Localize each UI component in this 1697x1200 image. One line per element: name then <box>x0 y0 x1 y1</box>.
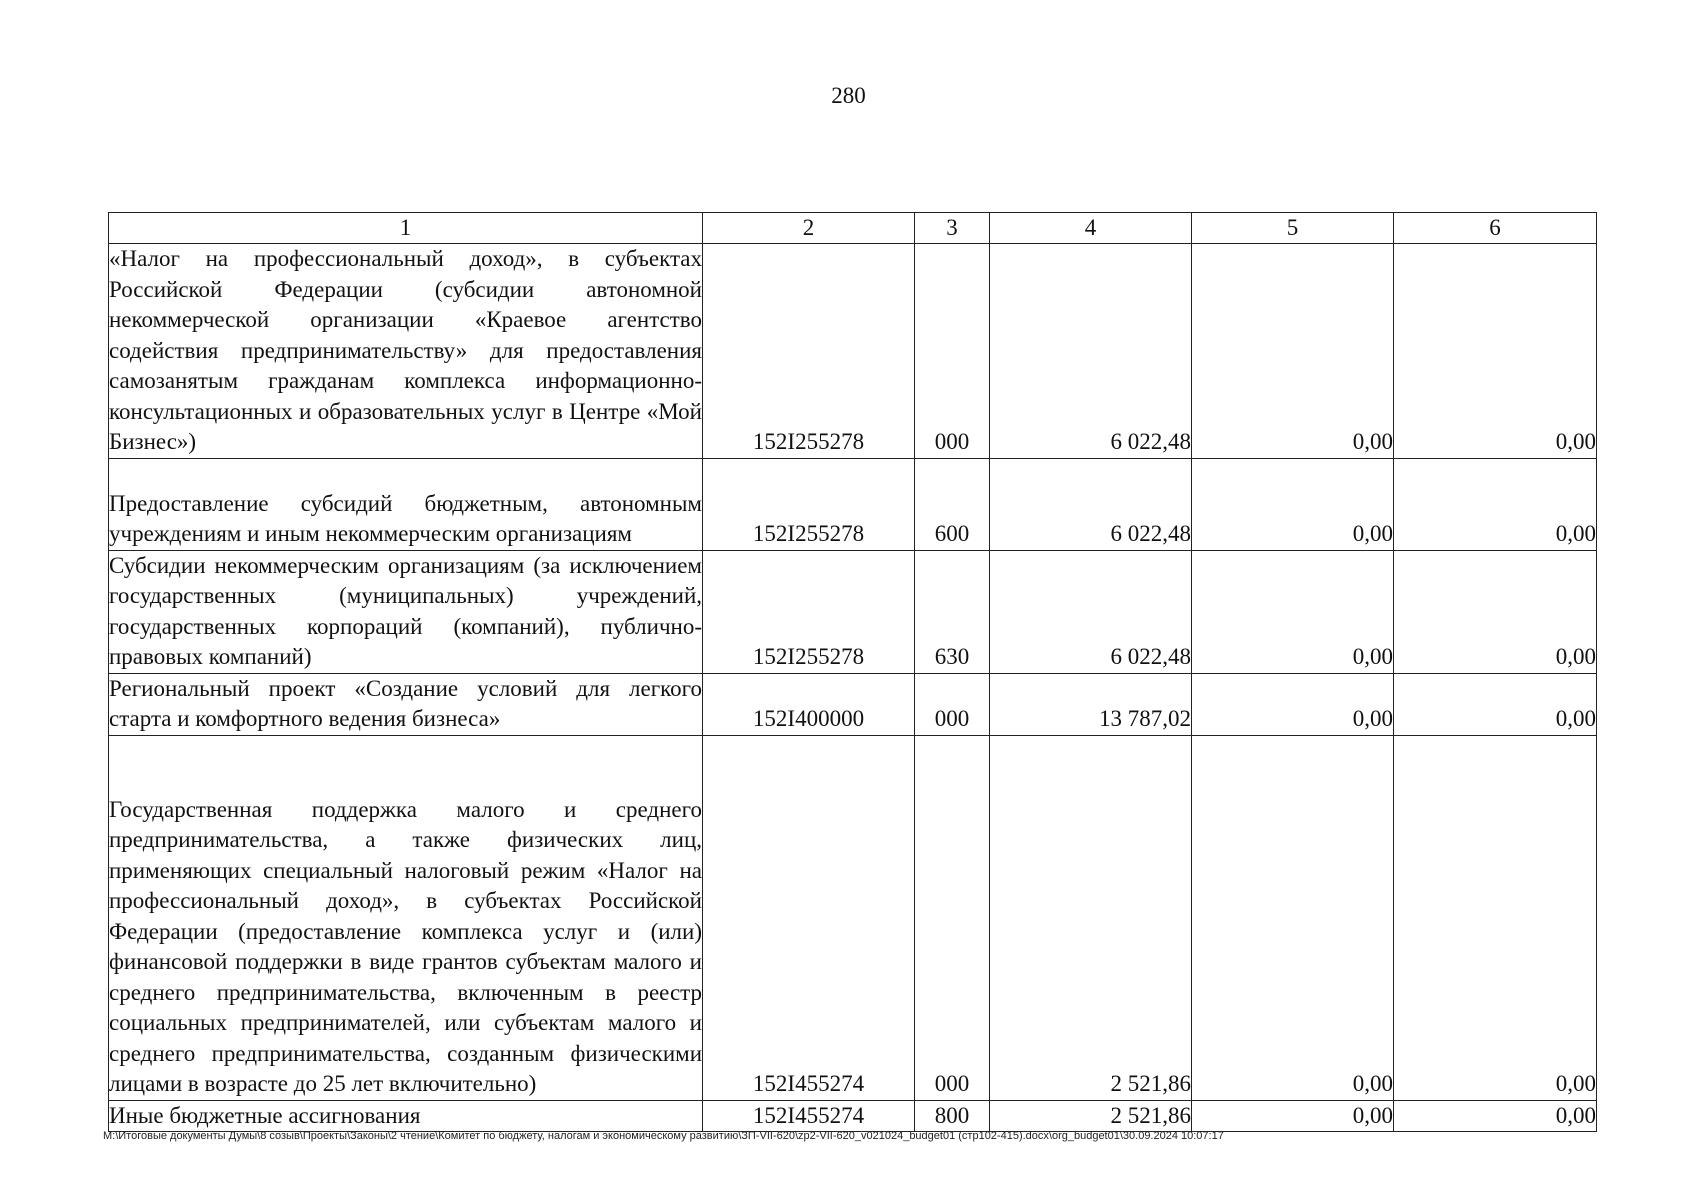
row-value-4: 2 521,86 <box>990 735 1192 1100</box>
row-value-5: 0,00 <box>1192 735 1394 1100</box>
row-value-4: 13 787,02 <box>990 673 1192 735</box>
table-row <box>109 550 1597 673</box>
row-expense-type: 630 <box>915 550 990 673</box>
row-value-4: 2 521,86 <box>990 1100 1192 1132</box>
row-value-4: 6 022,48 <box>990 550 1192 673</box>
row-value-4: 6 022,48 <box>990 244 1192 459</box>
row-code: 152I255278 <box>703 458 915 550</box>
row-expense-type: 000 <box>915 735 990 1100</box>
column-header: 3 <box>915 213 990 244</box>
row-code: 152I255278 <box>703 244 915 459</box>
row-value-5: 0,00 <box>1192 458 1394 550</box>
table-row <box>109 1100 1597 1132</box>
row-description: Иные бюджетные ассигнования <box>109 1100 703 1132</box>
header-row <box>109 213 1597 244</box>
table-row <box>109 458 1597 550</box>
row-expense-type: 800 <box>915 1100 990 1132</box>
row-expense-type: 000 <box>915 673 990 735</box>
column-header: 1 <box>109 213 703 244</box>
row-value-5: 0,00 <box>1192 1100 1394 1132</box>
row-description: «Налог на профессиональный доход», в субъектах Российской Федерации (субсидии автономной некоммерческой организации «Краевое агентство содействия предпринимательству» для предоставления самозанятым гражданам комплекса информационно-консультационных и образовательных услуг в Центре «Мой Бизнес») <box>109 244 703 459</box>
row-code: 152I400000 <box>703 673 915 735</box>
column-header: 4 <box>990 213 1192 244</box>
row-code: 152I255278 <box>703 550 915 673</box>
row-description: Государственная поддержка малого и среднего предпринимательства, а также физических лиц, применяющих специальный налоговый режим «Налог на профессиональный доход», в субъектах Российской Федерации (предоставление комплекса услуг и (или) финансовой поддержки в виде грантов субъектам малого и среднего предпринимательства, включенным в реестр социальных предпринимателей, или субъектам малого и среднего предпринимательства, созданным физическими лицами в возрасте до 25 лет включительно) <box>109 735 703 1100</box>
table-row <box>109 735 1597 1100</box>
column-header: 6 <box>1394 213 1597 244</box>
table-row <box>109 673 1597 735</box>
row-value-6: 0,00 <box>1394 550 1597 673</box>
row-value-6: 0,00 <box>1394 244 1597 459</box>
row-value-6: 0,00 <box>1394 458 1597 550</box>
page-number: 280 <box>831 83 866 108</box>
row-code: 152I455274 <box>703 1100 915 1132</box>
row-description: Региональный проект «Создание условий для легкого старта и комфортного ведения бизнеса» <box>109 673 703 735</box>
budget-table <box>108 212 1597 1132</box>
row-value-5: 0,00 <box>1192 673 1394 735</box>
row-value-6: 0,00 <box>1394 673 1597 735</box>
table-row <box>109 244 1597 459</box>
row-value-6: 0,00 <box>1394 735 1597 1100</box>
column-header: 2 <box>703 213 915 244</box>
row-value-4: 6 022,48 <box>990 458 1192 550</box>
row-description: Субсидии некоммерческим организациям (за исключением государственных (муниципальных) учреждений, государственных корпораций (компаний), публично-правовых компаний) <box>109 550 703 673</box>
row-description: Предоставление субсидий бюджетным, автономным учреждениям и иным некоммерческим организациям <box>109 458 703 550</box>
row-value-6: 0,00 <box>1394 1100 1597 1132</box>
row-expense-type: 000 <box>915 244 990 459</box>
row-value-5: 0,00 <box>1192 244 1394 459</box>
row-code: 152I455274 <box>703 735 915 1100</box>
column-header: 5 <box>1192 213 1394 244</box>
row-expense-type: 600 <box>915 458 990 550</box>
row-value-5: 0,00 <box>1192 550 1394 673</box>
footer-file-path: M:\Итоговые документы Думы\8 созыв\Проекты\Законы\2 чтение\Комитет по бюджету, налогам и экономическому развитию\ЗП-VII-620\zp2-VII-620_v021024_budget01 (стр102-415).docx\org_budget01\30.09.2024 10:07:17 <box>103 1130 1224 1142</box>
